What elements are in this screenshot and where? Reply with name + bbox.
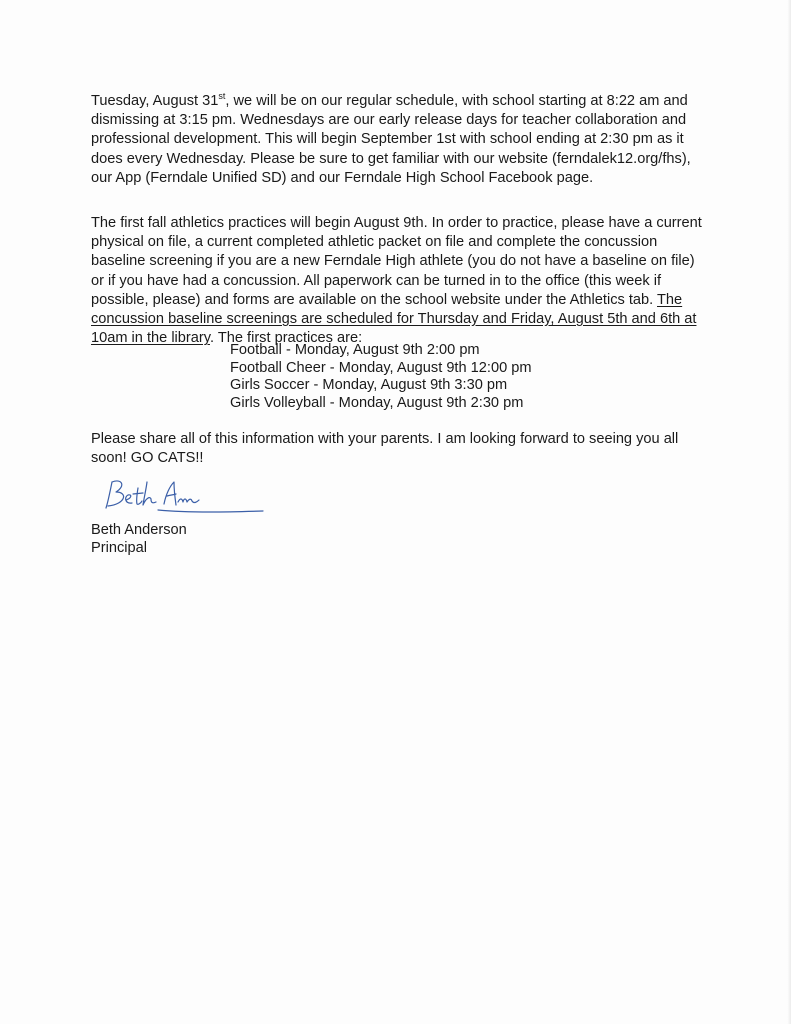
- practice-item-football-cheer: Football Cheer - Monday, August 9th 12:00 pm: [230, 359, 532, 376]
- handwritten-signature: [100, 474, 270, 520]
- screening-notice: The concussion baseline screenings are scheduled for Thursday and Friday, August 5th and 6th at 10am in the library: [91, 291, 697, 347]
- paragraph-schedule: [91, 92, 706, 188]
- practice-item-football: Football - Monday, August 9th 2:00 pm: [230, 342, 480, 358]
- practice-schedule-list: [230, 342, 532, 412]
- practice-item-girls-volleyball: Girls Volleyball - Monday, August 9th 2:30 pm: [230, 394, 524, 411]
- paragraph-closing: Please share all of this information with your parents. I am looking forward to seeing you all soon! GO CATS!!: [91, 431, 679, 467]
- sender-name: Beth Anderson: [91, 522, 187, 538]
- athletics-text-end: . The first practices are:: [209, 330, 363, 347]
- sender-title: Principal: [91, 540, 147, 556]
- date-ordinal-suffix: st: [218, 91, 226, 101]
- schedule-text-start: Tuesday, August 31: [91, 93, 219, 109]
- schedule-text-rest: , we will be on our regular schedule, with school starting at 8:22 am and dismissing at 3:15 pm. Wednesdays are our early release days for teacher collaboration and professional development. This will begin September 1st with school ending at 2:30 pm as it does every Wednesday. Please be sure to get familiar with our website (ferndalek12.org/fhs), our App (Ferndale Unified SD) and our Ferndale High School Facebook page.: [91, 93, 691, 186]
- paragraph-athletics: [91, 214, 706, 348]
- athletics-text: The first fall athletics practices will begin August 9th. In order to practice, please have a current physical on file, a current completed athletic packet on file and complete the concussion baseline screening if you are a new Ferndale High athlete (you do not have a baseline on file) or if you have had a concussion. All paperwork can be turned in to the office (this week if possible, please) and forms are available on the school website under the Athletics tab.: [91, 215, 702, 308]
- practice-item-girls-soccer: Girls Soccer - Monday, August 9th 3:30 pm: [230, 377, 508, 394]
- page-edge: [787, 0, 791, 1024]
